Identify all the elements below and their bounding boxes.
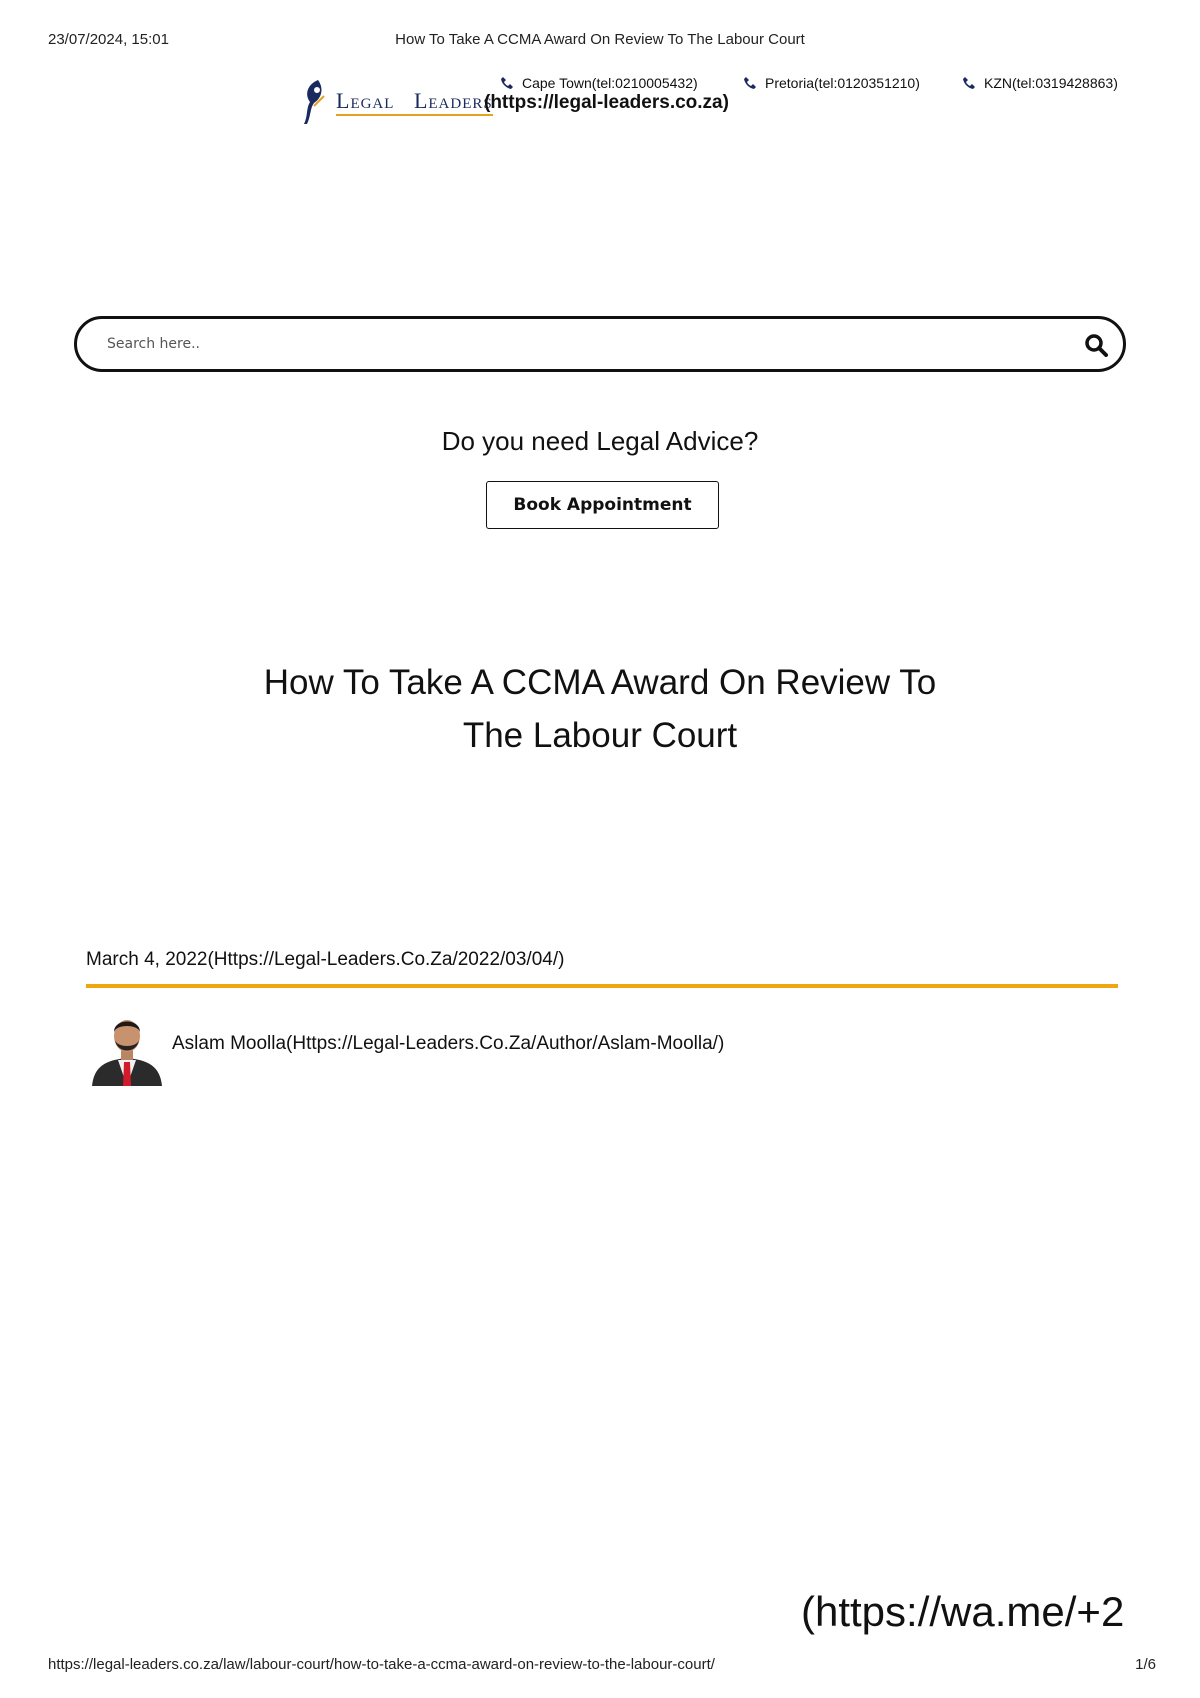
phone-icon [500,76,514,90]
print-title: How To Take A CCMA Award On Review To The Labour Court [395,31,805,48]
article-title-line1: How To Take A CCMA Award On Review To [263,663,937,702]
site-logo[interactable] [300,78,493,126]
article-date-link[interactable]: March 4, 2022(Https://Legal-Leaders.Co.Za/2022/03/04/) [86,949,565,970]
accent-divider [86,984,1118,988]
home-link[interactable]: (https://legal-leaders.co.za) [484,92,729,113]
phone-cape-town[interactable] [500,75,698,91]
print-url: https://legal-leaders.co.za/law/labour-court/how-to-take-a-ccma-award-on-review-to-the-labour-court/ [48,1656,715,1673]
phone-icon [962,76,976,90]
search-input[interactable] [105,328,1049,360]
logo-word-legal: Legal [336,88,395,113]
search-icon [1084,333,1108,357]
phone-pretoria[interactable] [743,75,920,91]
author-link[interactable]: Aslam Moolla(Https://Legal-Leaders.Co.Za/Author/Aslam-Moolla/) [172,1033,725,1054]
author-avatar [90,1006,164,1086]
print-date: 23/07/2024, 15:01 [48,31,169,48]
logo-wordmark [336,88,493,116]
phone-label: KZN(tel:0319428863) [984,75,1118,91]
article-title [240,656,960,762]
print-page-number: 1/6 [1135,1656,1156,1673]
whatsapp-link[interactable]: (https://wa.me/+2 [801,1588,1125,1635]
phone-icon [743,76,757,90]
logo-word-leaders: Leaders [413,88,493,113]
author-photo [90,1006,164,1086]
phone-label: Cape Town(tel:0210005432) [522,75,698,91]
search-bar [74,316,1126,372]
book-appointment-button[interactable]: Book Appointment [486,481,719,529]
article-title-line2: The Labour Court [462,716,738,755]
phone-kzn[interactable] [962,75,1118,91]
phone-label: Pretoria(tel:0120351210) [765,75,920,91]
quill-logo-icon [300,78,330,126]
search-button[interactable] [1083,332,1109,358]
legal-advice-heading: Do you need Legal Advice? [441,426,759,456]
